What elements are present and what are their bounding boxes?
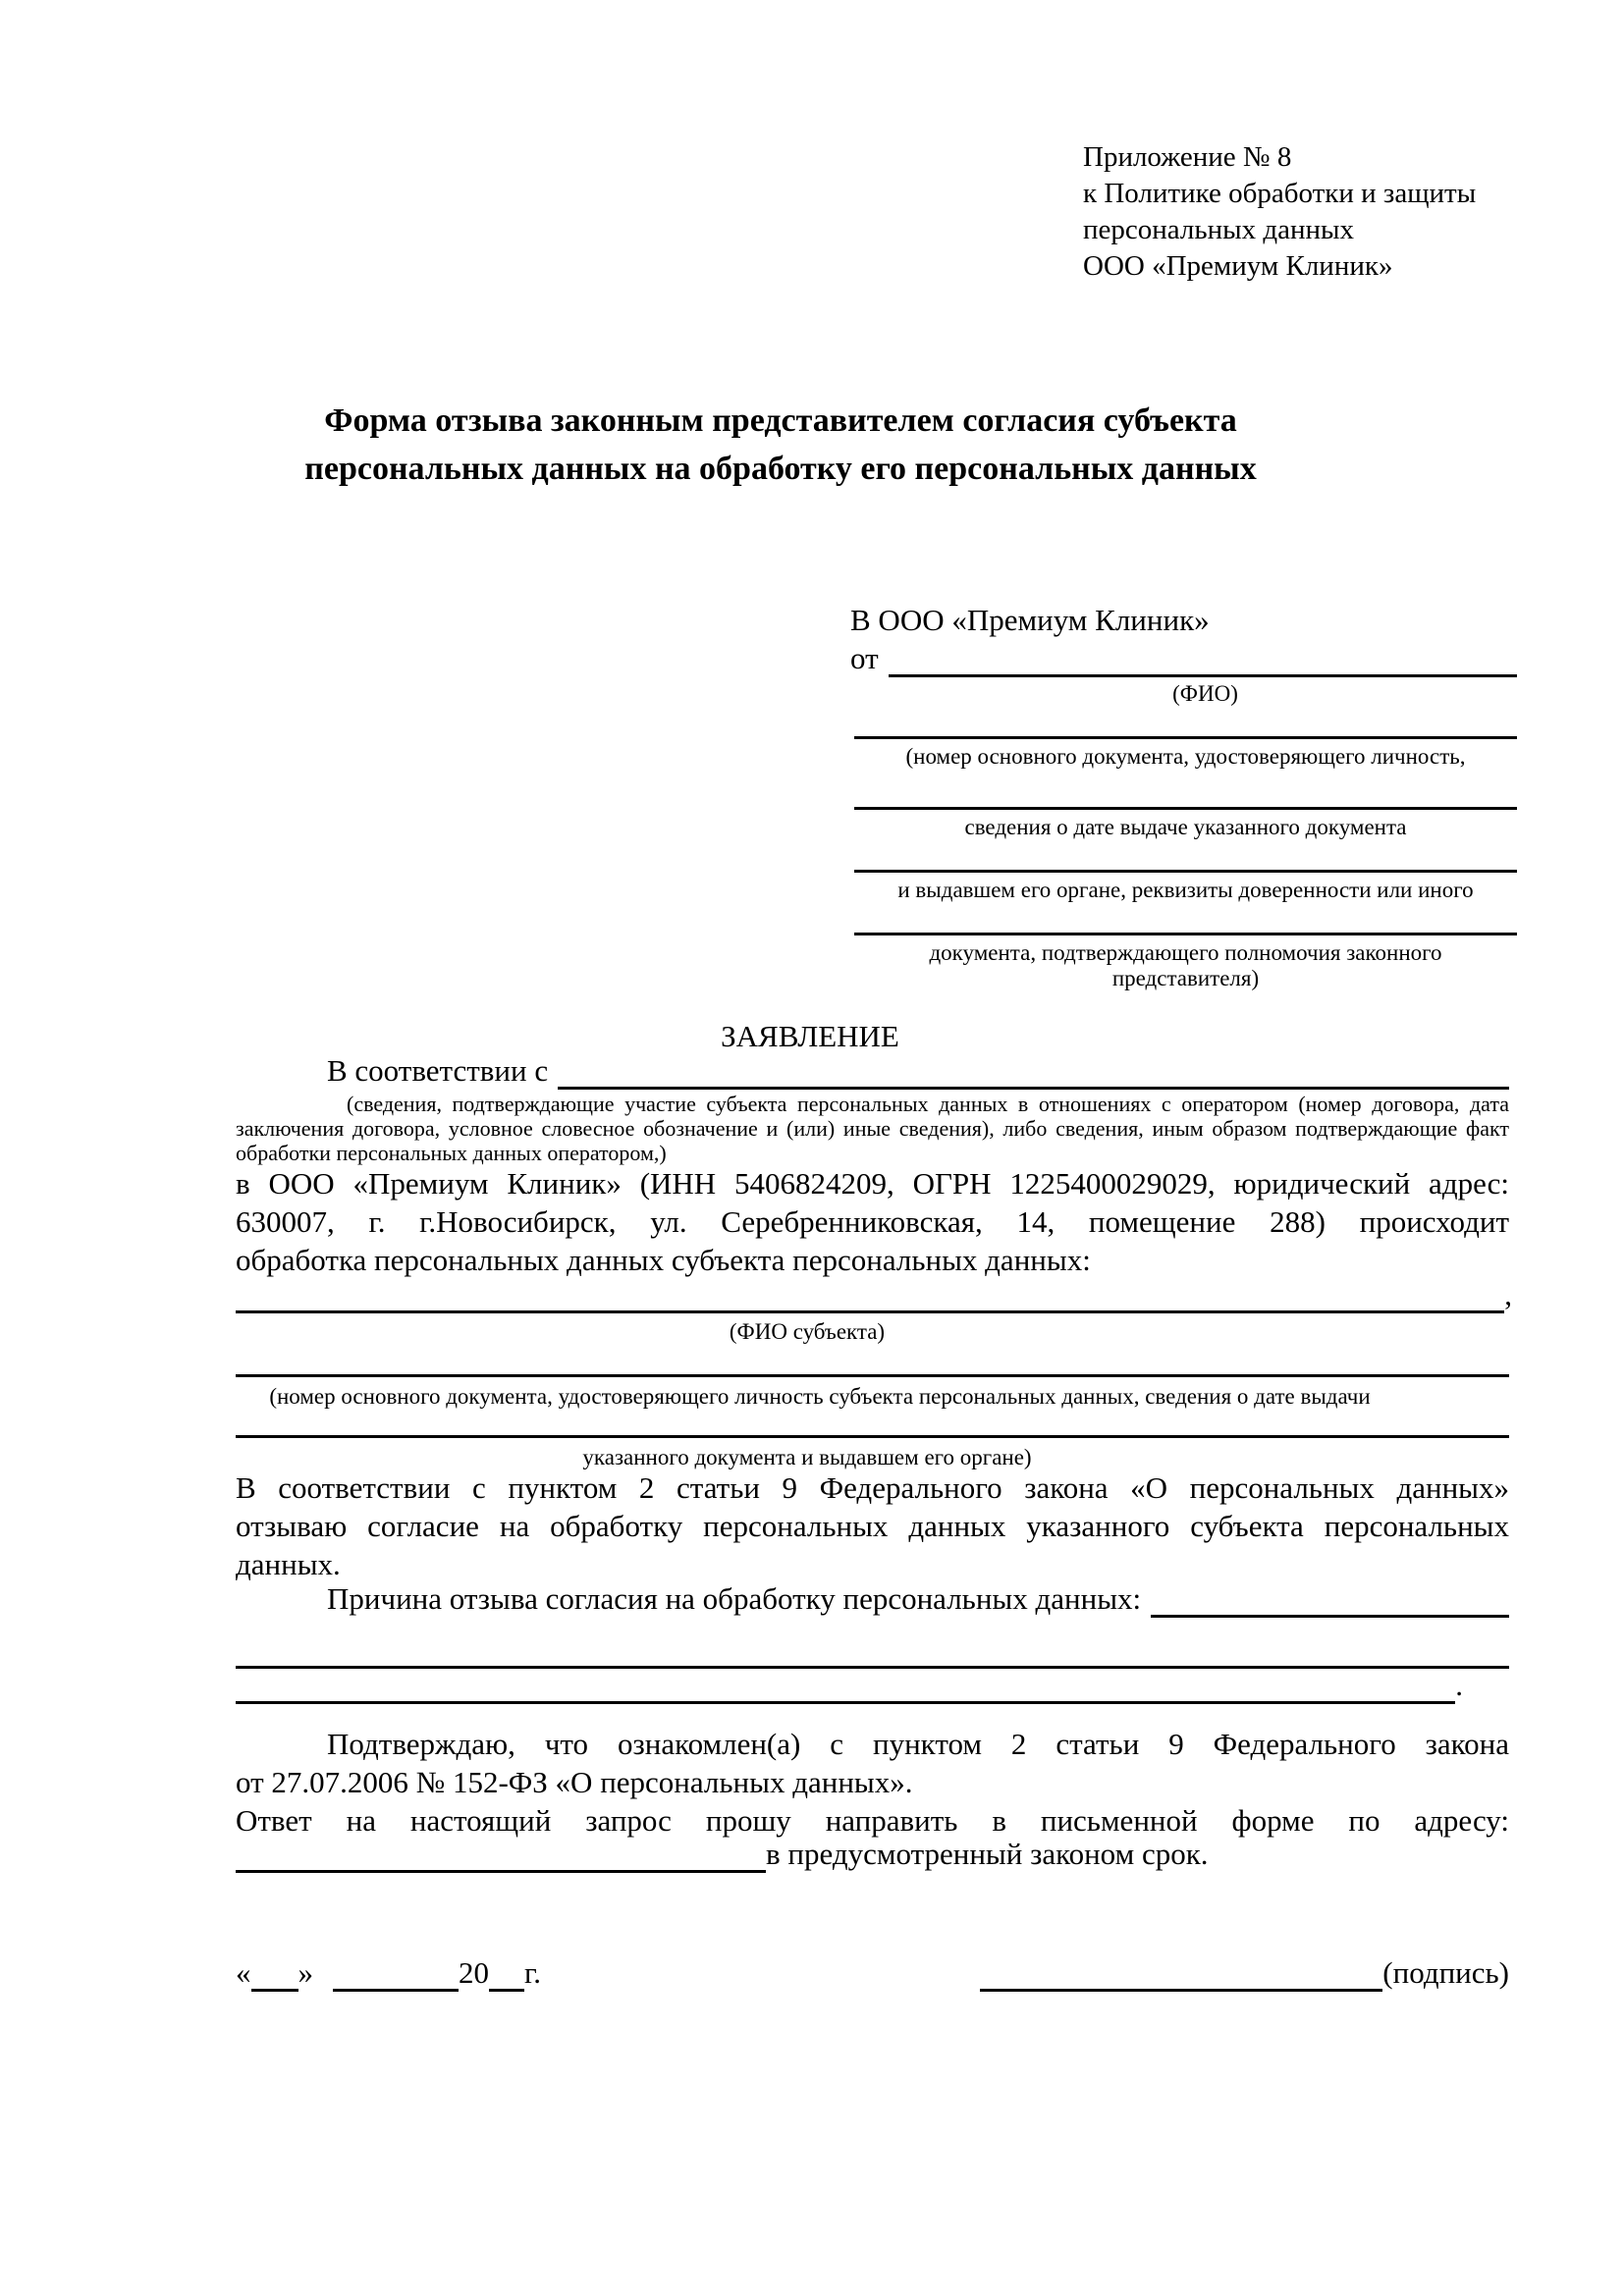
- subject-document-blank-line: [236, 1374, 1509, 1377]
- date-year-suffix: г.: [524, 1955, 541, 1990]
- withdrawal-paragraph: [236, 1468, 1509, 1583]
- document-number-blank-line: [854, 736, 1517, 739]
- date-month-blank: [333, 1989, 459, 1992]
- fio-blank-line: [889, 674, 1517, 677]
- appendix-line: ООО «Премиум Клиник»: [1083, 250, 1393, 282]
- basis-note: [236, 1092, 1509, 1165]
- blank-period: .: [1455, 1668, 1463, 1702]
- appendix-line: персональных данных: [1083, 214, 1355, 245]
- withdrawal-line: В соответствии с пунктом 2 статьи 9 Федерального закона «О персональных данных»: [236, 1470, 1509, 1505]
- signature-caption: (подпись): [1382, 1955, 1509, 1990]
- confirmation-line: от 27.07.2006 № 152-ФЗ «О персональных данных».: [236, 1765, 913, 1799]
- operator-line: в ООО «Премиум Клиник» (ИНН 5406824209, ОГРН 1225400029029, юридический адрес:: [236, 1166, 1509, 1201]
- subject-document-blank-line-2: [236, 1435, 1509, 1438]
- note-line: обработки персональных данных оператором,): [236, 1141, 667, 1165]
- intro-label: В соответствии с: [327, 1053, 549, 1088]
- subject-fio-blank-line: [236, 1310, 1504, 1313]
- representative-authority-blank-line: [854, 933, 1517, 935]
- issuing-authority-blank-line: [854, 870, 1517, 873]
- date-quote-close: »: [298, 1955, 313, 1990]
- reason-row: [236, 1582, 1509, 1618]
- reply-address-row: [236, 1838, 1509, 1873]
- addressee-organization: В ООО «Премиум Клиник»: [850, 603, 1210, 637]
- from-label: от: [850, 641, 879, 675]
- reason-label: Причина отзыва согласия на обработку персональных данных:: [327, 1581, 1142, 1616]
- appendix-block: [1083, 139, 1476, 285]
- title-line: Форма отзыва законным представителем согласия субъекта: [324, 402, 1237, 439]
- note-line: заключения договора, условное словесное обозначение и (или) иные сведения), либо сведения, иным образом подтверждающие факт: [236, 1116, 1509, 1141]
- subject-comma: ,: [1504, 1277, 1512, 1311]
- issue-date-caption: сведения о дате выдаче указанного документа: [964, 815, 1407, 839]
- note-line: (сведения, подтверждающие участие субъекта персональных данных в отношениях с оператором (номер договора, дата: [347, 1092, 1509, 1116]
- operator-line: обработка персональных данных субъекта персональных данных:: [236, 1243, 1091, 1277]
- subject-document-caption-2: указанного документа и выдавшем его органе): [582, 1445, 1032, 1469]
- signature-group: [980, 1956, 1509, 1992]
- subject-fio-caption: (ФИО субъекта): [729, 1319, 886, 1344]
- date-day-blank: [251, 1989, 298, 1992]
- withdrawal-line: данных.: [236, 1547, 341, 1581]
- appendix-line: к Политике обработки и защиты: [1083, 178, 1477, 209]
- issuing-authority-caption: и выдавшем его органе, реквизиты доверенности или иного: [897, 878, 1474, 902]
- date-year-blank: [489, 1989, 524, 1992]
- reply-address-blank-line: [236, 1870, 766, 1873]
- reason-blank-row-3: [236, 1669, 1463, 1704]
- statement-heading: ЗАЯВЛЕНИЕ: [721, 1019, 899, 1053]
- fio-caption: (ФИО): [1172, 681, 1238, 706]
- intro-row: [236, 1052, 1509, 1090]
- issue-date-blank-line: [854, 807, 1517, 810]
- reply-request-line: Ответ на настоящий запрос прошу направить в письменной форме по адресу:: [236, 1803, 1509, 1838]
- representative-authority-caption: документа, подтверждающего полномочия законного представителя): [929, 940, 1442, 990]
- subject-document-caption: (номер основного документа, удостоверяющего личность субъекта персональных данных, сведения о дате выдачи: [269, 1384, 1371, 1409]
- confirmation-line: Подтверждаю, что ознакомлен(а) с пунктом 2 статьи 9 Федерального закона: [327, 1727, 1509, 1761]
- addressee-from-row: [850, 640, 1517, 677]
- reply-tail: в предусмотренный законом срок.: [766, 1837, 1209, 1871]
- operator-paragraph: [236, 1164, 1509, 1279]
- date-quote-open: «: [236, 1955, 251, 1990]
- title-line: персональных данных на обработку его персональных данных: [304, 451, 1257, 487]
- confirmation-paragraph: [236, 1725, 1509, 1801]
- footer-row: [236, 1956, 1509, 1992]
- basis-blank-line: [558, 1087, 1509, 1090]
- document-number-caption: (номер основного документа, удостоверяющего личность,: [905, 744, 1466, 769]
- date-year-prefix: 20: [459, 1955, 489, 1990]
- reason-blank-line: [1151, 1615, 1509, 1618]
- operator-line: 630007, г. г.Новосибирск, ул. Серебренниковская, 14, помещение 288) происходит: [236, 1204, 1509, 1239]
- document-title: [145, 397, 1416, 493]
- withdrawal-line: отзываю согласие на обработку персональных данных указанного субъекта персональных: [236, 1509, 1509, 1543]
- reason-blank-line-3: [236, 1701, 1455, 1704]
- signature-blank-line: [980, 1989, 1382, 1992]
- subject-fio-row: [236, 1278, 1512, 1313]
- appendix-line: Приложение № 8: [1083, 141, 1292, 173]
- date-group: [236, 1956, 541, 1992]
